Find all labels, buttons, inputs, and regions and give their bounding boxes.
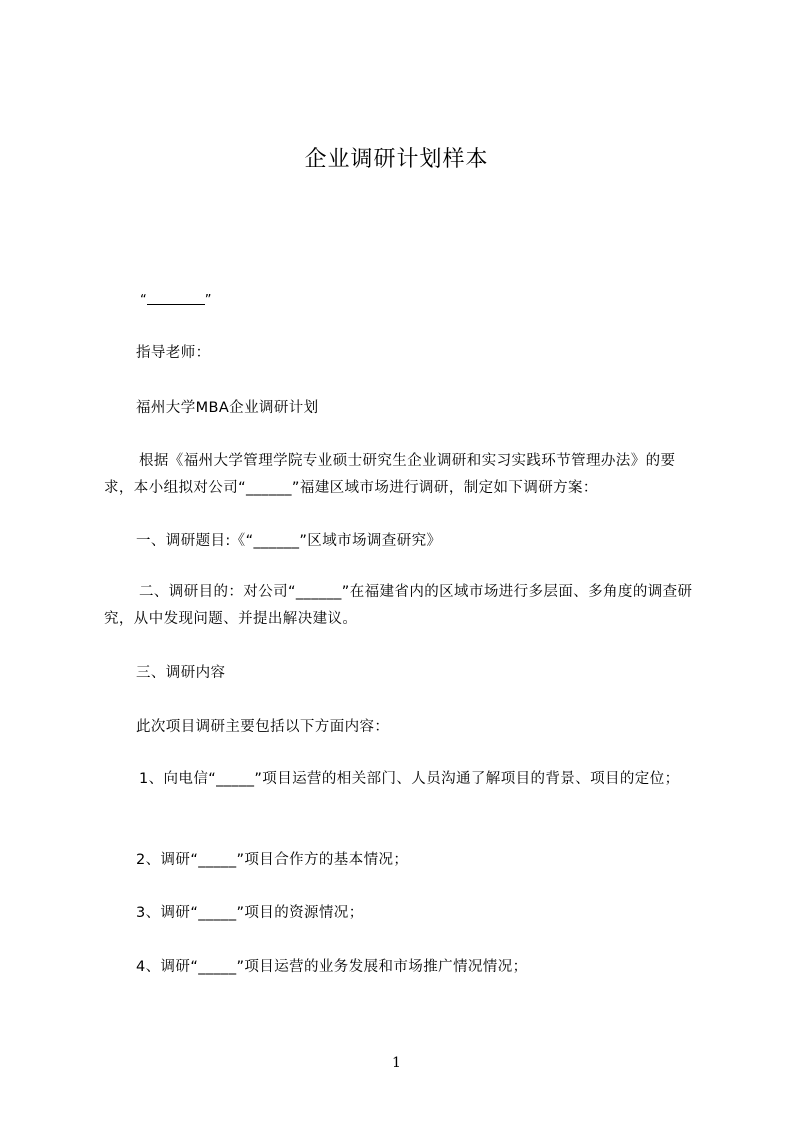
close-quote: ” [204, 293, 212, 308]
plan-name: 福州大学MBA企业调研计划 [136, 400, 319, 416]
content-item-3: 3、调研“_____”项目的资源情况； [136, 905, 364, 921]
page-number: 1 [392, 1055, 401, 1071]
document-title: 企业调研计划样本 [304, 147, 489, 172]
section-3-heading: 三、调研内容 [136, 665, 226, 681]
open-quote: “ [140, 293, 147, 308]
content-item-2: 2、调研“_____”项目合作方的基本情况； [136, 852, 409, 868]
underline-blank [147, 292, 205, 305]
section-2-paragraph: 二、调研目的：对公司“______”在福建省内的区域市场进行多层面、多角度的调查研究，从中发现问题、并提出解决建议。 [104, 584, 693, 627]
blank-name-line [140, 292, 212, 308]
intro-paragraph: 根据《福州大学管理学院专业硕士研究生企业调研和实习实践环节管理办法》的要求，本小组拟对公司“______”福建区域市场进行调研，制定如下调研方案： [104, 453, 676, 496]
lead-paragraph: 此次项目调研主要包括以下方面内容： [136, 719, 390, 735]
section-1-heading: 一、调研题目:《“______”区域市场调查研究》 [136, 533, 442, 549]
content-item-4: 4、调研“_____”项目运营的业务发展和市场推广情况情况； [136, 959, 528, 975]
content-item-1: 1、向电信“_____”项目运营的相关部门、人员沟通了解项目的背景、项目的定位； [139, 771, 680, 787]
advisor-line: 指导老师： [136, 345, 211, 361]
